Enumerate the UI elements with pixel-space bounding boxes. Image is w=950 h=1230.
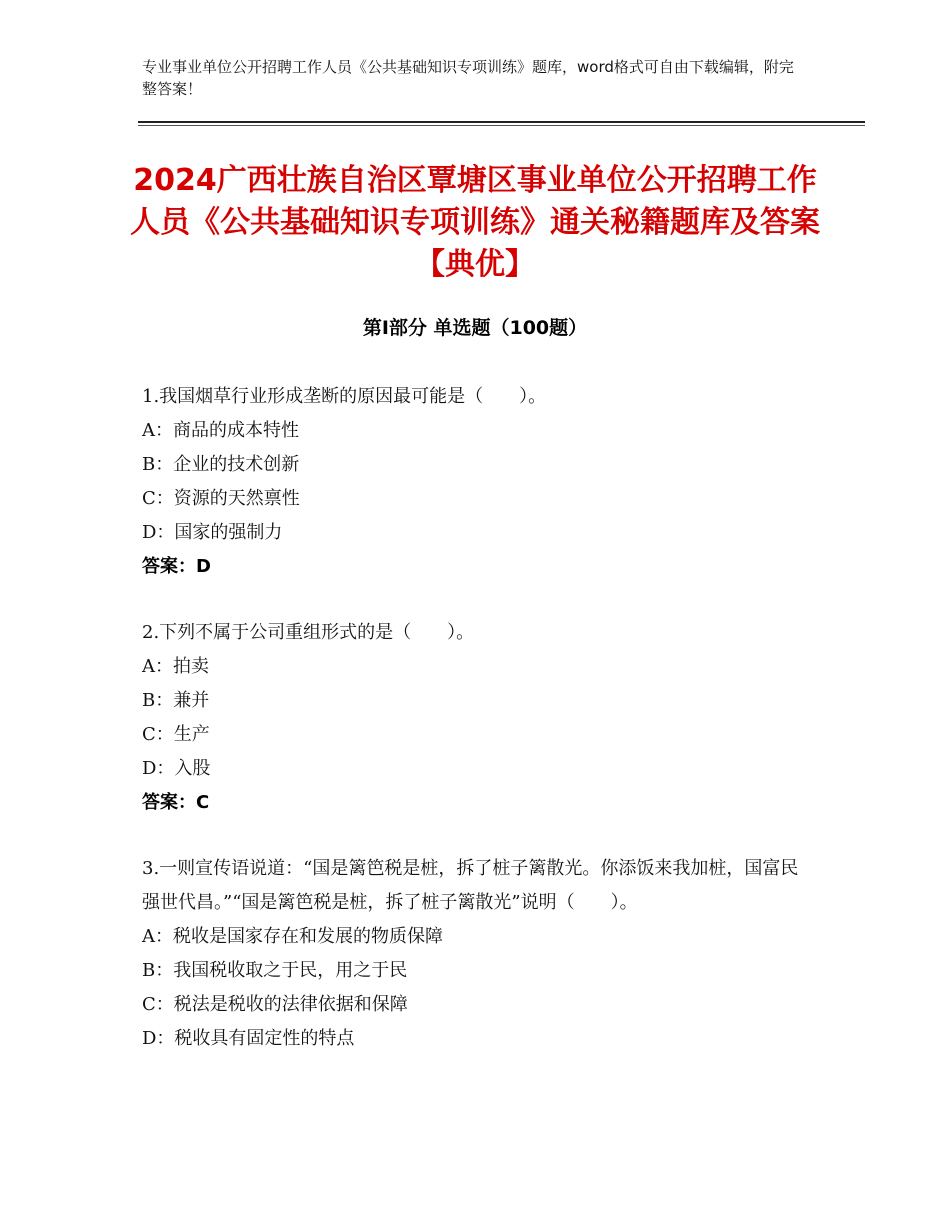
header-divider-thick <box>138 121 865 123</box>
option-c: C：税法是税收的法律依据和保障 <box>142 994 408 1015</box>
answer: 答案：D <box>142 556 211 577</box>
option-c: C：资源的天然禀性 <box>142 488 300 509</box>
option-b: B：兼并 <box>142 690 210 711</box>
option-a: A：税收是国家存在和发展的物质保障 <box>142 926 443 947</box>
question-1 <box>142 380 812 584</box>
question-list <box>142 380 812 1088</box>
question-stem: 3.一则宣传语说道：“国是篱笆税是桩，拆了桩子篱散光。你添饭来我加桩，国富民强世代昌。”“国是篱笆税是桩，拆了桩子篱散光”说明（ ）。 <box>142 858 799 913</box>
question-stem: 2.下列不属于公司重组形式的是（ ）。 <box>142 622 475 643</box>
header-divider-thin <box>138 125 865 126</box>
option-c: C：生产 <box>142 724 210 745</box>
document-title: 2024广西壮族自治区覃塘区事业单位公开招聘工作人员《公共基础知识专项训练》通关秘籍题库及答案【典优】 <box>130 163 820 282</box>
question-2 <box>142 616 812 820</box>
question-stem: 1.我国烟草行业形成垄断的原因最可能是（ ）。 <box>142 386 547 407</box>
option-d: D：入股 <box>142 758 211 779</box>
question-3 <box>142 852 812 1056</box>
option-b: B：企业的技术创新 <box>142 454 300 475</box>
option-a: A：拍卖 <box>142 656 209 677</box>
option-d: D：税收具有固定性的特点 <box>142 1028 355 1049</box>
option-a: A：商品的成本特性 <box>142 420 299 441</box>
section-title: 第Ⅰ部分 单选题（100题） <box>362 317 588 339</box>
option-d: D：国家的强制力 <box>142 522 283 543</box>
option-b: B：我国税收取之于民，用之于民 <box>142 960 408 981</box>
answer: 答案：C <box>142 792 210 813</box>
header-note: 专业事业单位公开招聘工作人员《公共基础知识专项训练》题库，word格式可自由下载编辑，附完整答案！ <box>142 58 794 98</box>
